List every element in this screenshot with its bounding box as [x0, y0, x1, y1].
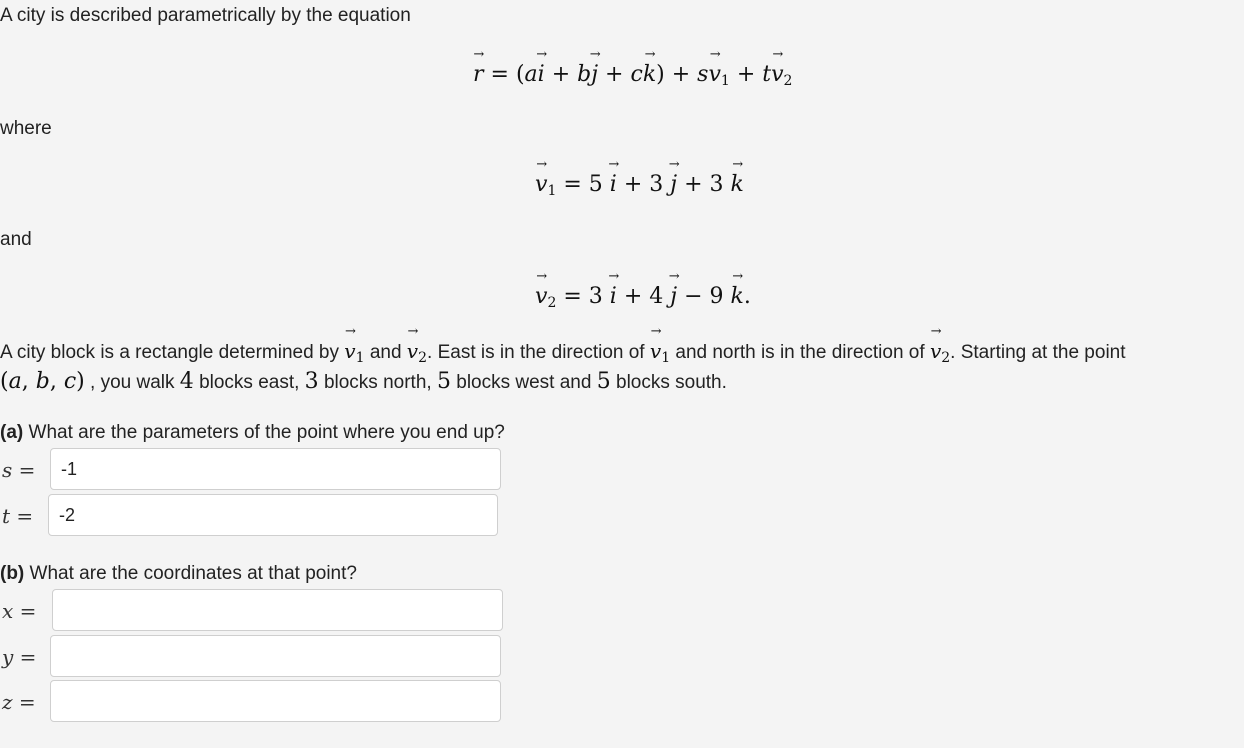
x-input[interactable] [52, 589, 503, 631]
z-input[interactable] [50, 680, 501, 722]
and-text: and [0, 229, 32, 250]
y-input[interactable] [50, 635, 501, 677]
y-label: y = [2, 645, 37, 669]
v1-equation: → $v_1 = 5 \to i + 3 \to j + 3 \to k$ [535, 172, 744, 199]
v2-equation: → $v_2 = 3 \to i + 4 \to j - 9 \to k$. [535, 284, 751, 311]
z-label: z = [2, 690, 36, 714]
t-label: t = [2, 504, 34, 528]
t-input[interactable]: -2 [48, 494, 498, 536]
city-equation: → $r = (a\to i + b\to j + c\to k) + s\to v_1 + t\to v_2$ [473, 62, 792, 89]
where-text: where [0, 118, 52, 139]
intro-text: A city is described parametrically by the equation [0, 5, 411, 26]
part-a-question: (a) What are the parameters of the point where you end up? [0, 422, 505, 443]
block-description-line2: (a, b, c) , you walk 4 blocks east, 3 blocks north, 5 blocks west and 5 blocks south. [0, 369, 727, 394]
block-description-line1: A city block is a rectangle determined by → $v_1$ and → $v_2$. East is in the direction of → $v_1$ and north is in the direction of → $v_2$. Starting at the point [0, 339, 1126, 366]
s-input[interactable]: -1 [50, 448, 501, 490]
x-label: x = [2, 599, 37, 623]
s-label: s = [2, 458, 36, 482]
part-b-question: (b) What are the coordinates at that point? [0, 563, 357, 584]
